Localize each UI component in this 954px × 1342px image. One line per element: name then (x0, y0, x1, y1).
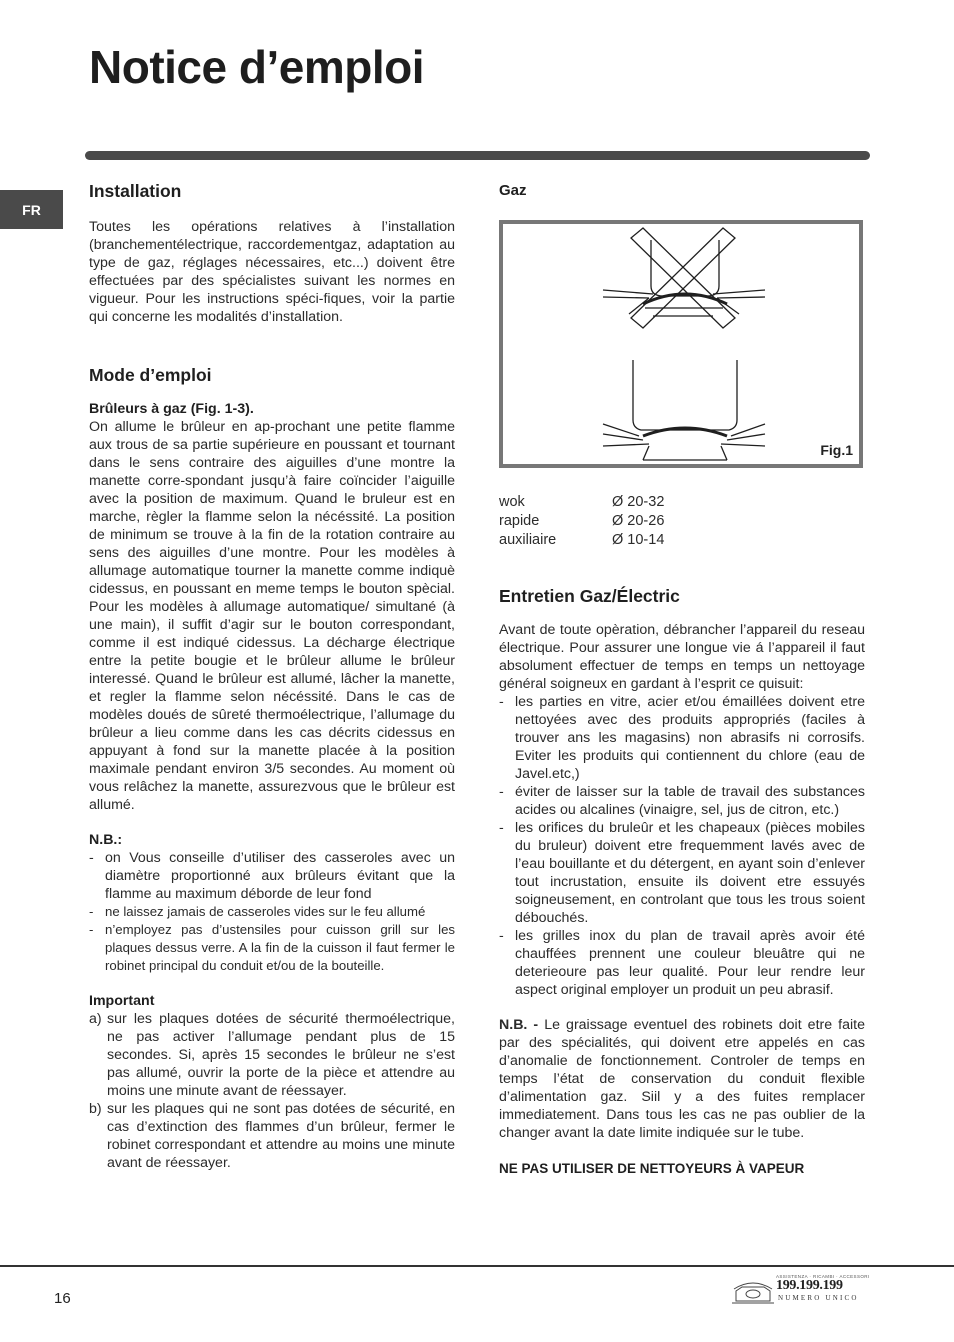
page-title: Notice d’emploi (89, 41, 424, 93)
top-diagram (603, 228, 765, 328)
list-item: - ne laissez jamais de casseroles vides sur le feu allumé (89, 904, 426, 919)
nb-list (89, 849, 455, 975)
left-column (89, 182, 455, 1172)
nb-heading: N.B.: (89, 832, 123, 848)
size-value: Ø 20-26 (612, 512, 665, 529)
installation-text: Toutes les opérations relatives à l’installation (branchementélectrique, raccordementgaz, adaptation au type de gaz, réglages nécessaires, etc...) doivent être effectuées par des spécialistes suivant les normes en vigueur. Pour les instructions spéci-fiques, voir la partie qui concerne les modalités d’installation. (89, 219, 455, 325)
size-value: Ø 20-32 (612, 493, 665, 510)
hotline-logo (728, 1273, 868, 1307)
figure-1 (499, 220, 863, 468)
figure-label: Fig.1 (820, 442, 853, 458)
table-row (499, 511, 664, 530)
important-heading: Important (89, 993, 155, 1009)
page-number: 16 (54, 1290, 71, 1307)
list-item: - les parties en vitre, acier et/ou émaillées doivent etre nettoyées avec des produits appropriés (faciles à trouver ans les magasins) non abrasifs ni corrosifs. Eviter les produits qui contiennent du chlore (eau de Javel.etc,) (499, 694, 865, 782)
right-column (499, 182, 865, 1178)
important-list (89, 1010, 455, 1172)
language-tab: FR (0, 190, 63, 229)
list-item: - éviter de laisser sur la table de travail des substances acides ou alcalines (vinaigre, sel, jus de citron, etc.) (499, 784, 865, 818)
entretien-nb (499, 1016, 865, 1142)
list-item: - n’employez pas d’ustensiles pour cuisson grill sur les plaques dessus verre. A la fin de la cuisson il faut fermer le robinet principal du conduit et/ou de la bouteille. (89, 922, 455, 973)
table-row (499, 492, 664, 511)
size-name: rapide (499, 512, 540, 529)
table-row (499, 530, 664, 549)
footer-rule (0, 1265, 954, 1267)
telephone-icon (730, 1277, 776, 1305)
pan-burner-diagram (503, 224, 859, 464)
list-item: a) sur les plaques dotées de sécurité thermoélectrique, ne pas activer l’allumage pendant plus de 15 secondes. Si, après 15 secondes le brûleur ne s’est pas allumé, ouvrir la porte de la pièce et attendre au moins une minute avant de réessayer. (89, 1011, 455, 1099)
nb-text: Le graissage eventuel des robinets doit etre faite par des spécialités, qui doivent etre appelés en cas d’anomalie de fonctionnement. Controler de temps en temps l’état de conservation du conduit flexible d’alimentation gaz. Siil y a des fuites remplacer immediatement. Dans tous les cas ne pas oublier de la changer avant la date limite indiquée sur le tube. (499, 1017, 865, 1141)
list-item: b) sur les plaques qui ne sont pas dotées de sécurité, en cas d’extinction des flammes d’un brûleur, fermer le robinet correspondant et attendre au moins une minute avant de réessayer. (89, 1101, 455, 1171)
steam-warning: NE PAS UTILISER DE NETTOYEURS À VAPEUR (499, 1161, 805, 1176)
list-item: - les grilles inox du plan de travail après avoir été chauffées prennent une couleur bleuâtre qui ne deterieoure pas leur qualité. Pour leur rendre leur aspect original employer un produit un peu abrasif. (499, 928, 865, 998)
bottom-diagram (603, 360, 765, 460)
gaz-heading: Gaz (499, 182, 527, 199)
hotline-label: NUMERO UNICO (778, 1294, 859, 1302)
nb-label: N.B. - (499, 1017, 539, 1033)
entretien-intro: Avant de toute opèration, débrancher l’appareil du reseau électrique. Pour assurer une longue vie á l’appareil il faut absolument effectuer de temps en temps un nettoyage général soigneux en gardant à l’esprit ce quisuit: (499, 622, 865, 692)
list-item: - les orifices du bruleûr et les chapeaux (pièces mobiles du bruleur) doivent etre frequemment lavés avec de l’eau bouillante et du détergent, en ayant soin d’enlever tout incrustation, ensuite ils doivent etre essuyés soigneusement, en controlant que tous les trous soient débouchés. (499, 820, 865, 926)
burners-subheading: Brûleurs à gaz (Fig. 1-3). (89, 401, 254, 417)
size-value: Ø 10-14 (612, 531, 665, 548)
header-rule (85, 151, 870, 160)
hotline-small-text: ASSISTENZA · RICAMBI · ACCESSORI (776, 1274, 870, 1279)
size-name: auxiliaire (499, 531, 557, 548)
mode-heading: Mode d’emploi (89, 365, 212, 385)
hotline-number: 199.199.199 (776, 1278, 843, 1293)
burners-text: On allume le brûleur en ap-prochant une petite flamme aux trous de sa partie supérieure en poussant et tournant dans le sens contraire des aiguilles d’une montre la manette corre-spondant jusqu’à faire coïncider l’aiguille avec la position de maximum. Quand le bruleur est en marche, règler la flamme selon la nécéssité. La position de minimum se trouve à la fin de la rotation contraire au sens des aiguilles d’une montre. Pour les modèles à allumage automatique tourner la manette comme indiquè cidessus, en poussant en meme temps le bouton spècial. Pour les modèles à allumage automatique/ simultané (à une main), il suffit d’agir sur le bouton correspondant, comme il est indiqué cidessus. La décharge électrique entre la petite bougie et le brûleur allume le brûleur interessé. Quand le brûleur est allumé, lâcher la manette, et regler la flamme selon nécéssité. Dans le cas de modèles doués de sûreté thermoélectrique, l’allumage du brûleur a lieu comme dans les cas décrits cidessus en appuyant à fond sur la manette placée à la position maximale pendant environ 3/5 secondes. Au moment où vous relâchez la manette, assurezvous que le brûleur est allumé. (89, 419, 455, 813)
entretien-heading: Entretien Gaz/Électric (499, 586, 680, 606)
list-item: - on Vous conseille d’utiliser des casseroles avec un diamètre proportionné aux brûleurs évitant que la flamme au maximum déborde de leur fond (89, 850, 455, 902)
installation-heading: Installation (89, 181, 182, 201)
entretien-list (499, 693, 865, 999)
size-name: wok (499, 493, 525, 510)
burner-size-table (499, 492, 664, 549)
